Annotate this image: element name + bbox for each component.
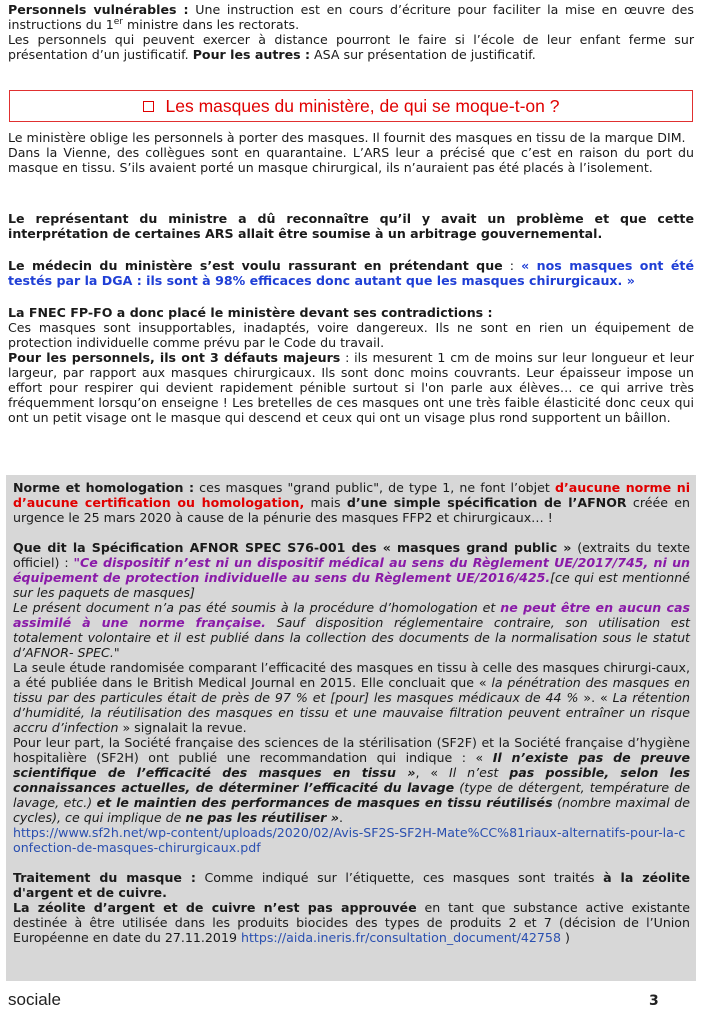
personnels-vulnerables-text: Personnels vulnérables : Une instruction est en cours d’écriture pour faciliter la mise en œuvre des instructions du 1er ministre dans les rectorats.	[8, 2, 694, 32]
defauts-majeurs-text: Pour les personnels, ils ont 3 défauts majeurs : ils mesurent 1 cm de moins sur leur longueur et leur largeur, par rapport aux masques chirurgicaux. Ils sont donc moins couvrants. Leur épaisseur impose un effort pour respirer qui devient rapidement pénible surtout si l'on parle aux élèves… ce qui arrive très fréquemment lorsqu’on enseigne ! Les bretelles de ces masques ont une très faible élasticité donc ceux qui ont un petit visage ont le masque qui descend et ceux qui ont un visage plus rond supportent un bâillon.	[8, 350, 694, 425]
page-number: 3	[649, 993, 659, 1009]
ineris-link[interactable]: https://aida.ineris.fr/consultation_document/42758	[240, 930, 561, 945]
sf2h-recommandation-text: Pour leur part, la Société française des sciences de la stérilisation (SF2F) et la Société française d’hygiène hospitalière (SF2H) ont publié une recommandation qui indique : « Il n’existe pas de preuve scientifique de l’efficacité des masques en tissu », « Il n’est pas possible, selon les connaissances actuelles, de déterminer l’efficacité du lavage (type de détergent, température de lavage, etc.) et le maintien des performances de masques en tissu réutilisés (nombre maximal de cycles), ce qui implique de ne pas les réutiliser ».	[13, 735, 691, 825]
paragraph-fnec-contradictions	[8, 305, 694, 425]
sf2h-link[interactable]: https://www.sf2h.net/wp-content/uploads/2020/02/Avis-SF2S-SF2H-Mate%CC%81riaux-alternatifs-pour-la-confection-de-masques-chirurgicaux.pdf	[13, 825, 686, 855]
zeolite-text: La zéolite d’argent et de cuivre n’est pas approuvée en tant que substance active existante destinée à être utilisée dans les produits biocides des types de produits 2 et 7 (décision de l’Union Européenne en date du 27.11.2019 https://aida.ineris.fr/consultation_document/42758 )	[13, 900, 690, 945]
paragraph-medecin: Le médecin du ministère s’est voulu rassurant en prétendant que : « nos masques ont été testés par la DGA : ils sont à 98% efficaces donc autant que les masques chirurgicaux. »	[8, 258, 694, 288]
spec-afnor-text: Que dit la Spécification AFNOR SPEC S76-001 des « masques grand public » (extraits du texte officiel) : "Ce dispositif n’est ni un dispositif médical au sens du Règlement UE/2017/745, ni un équipement de protection individuelle au sens du Règlement UE/2016/425.[ce qui est mentionné sur les paquets de masques]	[13, 540, 690, 600]
ministere-oblige-text: Le ministère oblige les personnels à porter des masques. Il fournit des masques en tissu de la marque DIM.	[8, 130, 686, 145]
footer-section-label: sociale	[8, 990, 61, 1009]
section-heading	[9, 90, 693, 122]
spec-afnor-homologation-text: Le présent document n’a pas été soumis à la procédure d’homologation et ne peut être en aucun cas assimilé à une norme française. Sauf disposition réglementaire contraire, son utilisation est totalement volontaire et il est publié dans la collection des documents de la normalisation sous le statut d’AFNOR- SPEC."	[13, 600, 690, 660]
fnec-heading: La FNEC FP-FO a donc placé le ministère devant ses contradictions :	[8, 305, 493, 320]
representant-text: Le représentant du ministre a dû reconnaître qu’il y avait un problème et que cette interprétation de certaines ARS allait être soumise à un arbitrage gouvernemental.	[8, 211, 694, 241]
traitement-masque-text: Traitement du masque : Comme indiqué sur l’étiquette, ces masques sont traités à la zéolite d'argent et de cuivre.	[13, 870, 690, 900]
medecin-text: Le médecin du ministère s’est voulu rassurant en prétendant que	[8, 258, 503, 273]
paragraph-representant	[8, 211, 694, 241]
checkbox-square-icon	[143, 101, 154, 112]
norme-homologation-text: Norme et homologation : ces masques "grand public", de type 1, ne font l’objet d’aucune norme ni d’aucune certification ou homologation, mais d’une simple spécification de l’AFNOR créée en urgence le 25 mars 2020 à cause de la pénurie des masques FFP2 et chirurgicaux… !	[13, 480, 691, 525]
section-heading-text: Les masques du ministère, de qui se moque-t-on ?	[165, 95, 560, 116]
grey-box-content	[13, 480, 690, 945]
paragraph-personnels-vulnerables	[8, 2, 694, 62]
etude-bmj-text: La seule étude randomisée comparant l’efficacité des masques en tissu à celle des masques chirurgi-caux, a été publiée dans le British Medical Journal en 2015. Elle concluait que « la pénétration des masques en tissu par des particules était de près de 97 % et [pour] les masques médicaux de 44 % ». « La rétention d’humidité, la réutilisation des masques en tissu et une mauvaise filtration peuvent entraîner un risque accru d’infection » signalait la revue.	[13, 660, 690, 735]
dga-quote: « nos masques ont été testés par la DGA : ils sont à 98% efficaces donc autant que les masques chirurgicaux. »	[8, 258, 694, 288]
personnels-distance-text: Les personnels qui peuvent exercer à distance pourront le faire si l’école de leur enfant ferme sur présentation d’un justificatif. Pour les autres : ASA sur présentation de justificatif.	[8, 32, 694, 62]
masques-insupportables-text: Ces masques sont insupportables, inadaptés, voire dangereux. Ils ne sont en rien un équipement de protection individuelle comme prévu par le Code du travail.	[8, 320, 694, 350]
vienne-quarantaine-text: Dans la Vienne, des collègues sont en quarantaine. L’ARS leur a précisé que c’est en raison du port du masque en tissu. S’ils avaient porté un masque chirurgical, ils n’auraient pas été placés à l’isolement.	[8, 145, 694, 175]
paragraph-ministere-masques	[8, 130, 694, 175]
